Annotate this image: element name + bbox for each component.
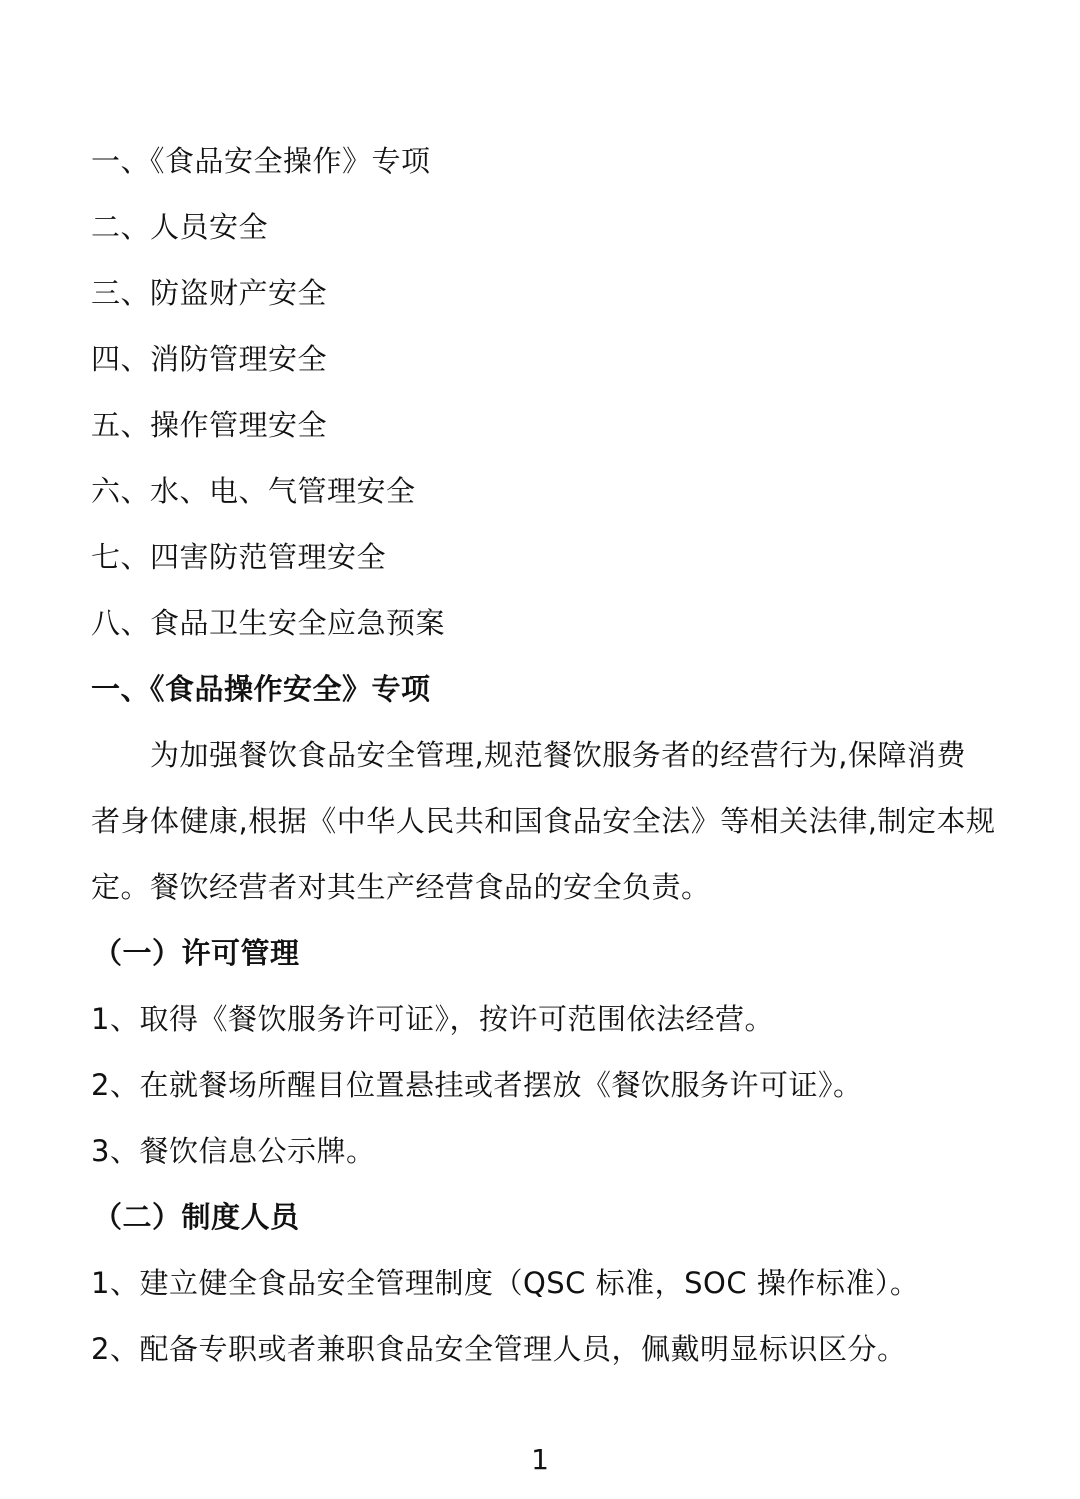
license-item-3: 3、餐饮信息公示牌。 (91, 1134, 376, 1168)
section-heading: 一、《食品操作安全》专项 (91, 672, 431, 706)
toc-item-1: 一、《食品安全操作》专项 (91, 144, 431, 178)
toc-item-4: 四、消防管理安全 (91, 342, 328, 376)
toc-item-8: 八、食品卫生安全应急预案 (91, 606, 446, 640)
toc-item-7: 七、四害防范管理安全 (91, 540, 387, 574)
toc-item-5: 五、操作管理安全 (91, 408, 328, 442)
intro-paragraph-line-3: 定。餐饮经营者对其生产经营食品的安全负责。 (91, 870, 711, 904)
intro-paragraph-line-2: 者身体健康,根据《中华人民共和国食品安全法》等相关法律,制定本规 (91, 804, 996, 838)
staff-item-2: 2、配备专职或者兼职食品安全管理人员，佩戴明显标识区分。 (91, 1332, 907, 1366)
page-number: 1 (531, 1443, 549, 1476)
subsection-heading-license: （一）许可管理 (93, 936, 300, 970)
intro-paragraph-line-1: 为加强餐饮食品安全管理,规范餐饮服务者的经营行为,保障消费 (150, 738, 966, 772)
license-item-2: 2、在就餐场所醒目位置悬挂或者摆放《餐饮服务许可证》。 (91, 1068, 863, 1102)
license-item-1: 1、取得《餐饮服务许可证》，按许可范围依法经营。 (91, 1002, 774, 1036)
staff-item-1: 1、建立健全食品安全管理制度（QSC 标准，SOC 操作标准）。 (91, 1266, 920, 1300)
subsection-heading-staff: （二）制度人员 (93, 1200, 300, 1234)
toc-item-3: 三、防盗财产安全 (91, 276, 328, 310)
toc-item-6: 六、水、电、气管理安全 (91, 474, 416, 508)
toc-item-2: 二、人员安全 (91, 210, 269, 244)
